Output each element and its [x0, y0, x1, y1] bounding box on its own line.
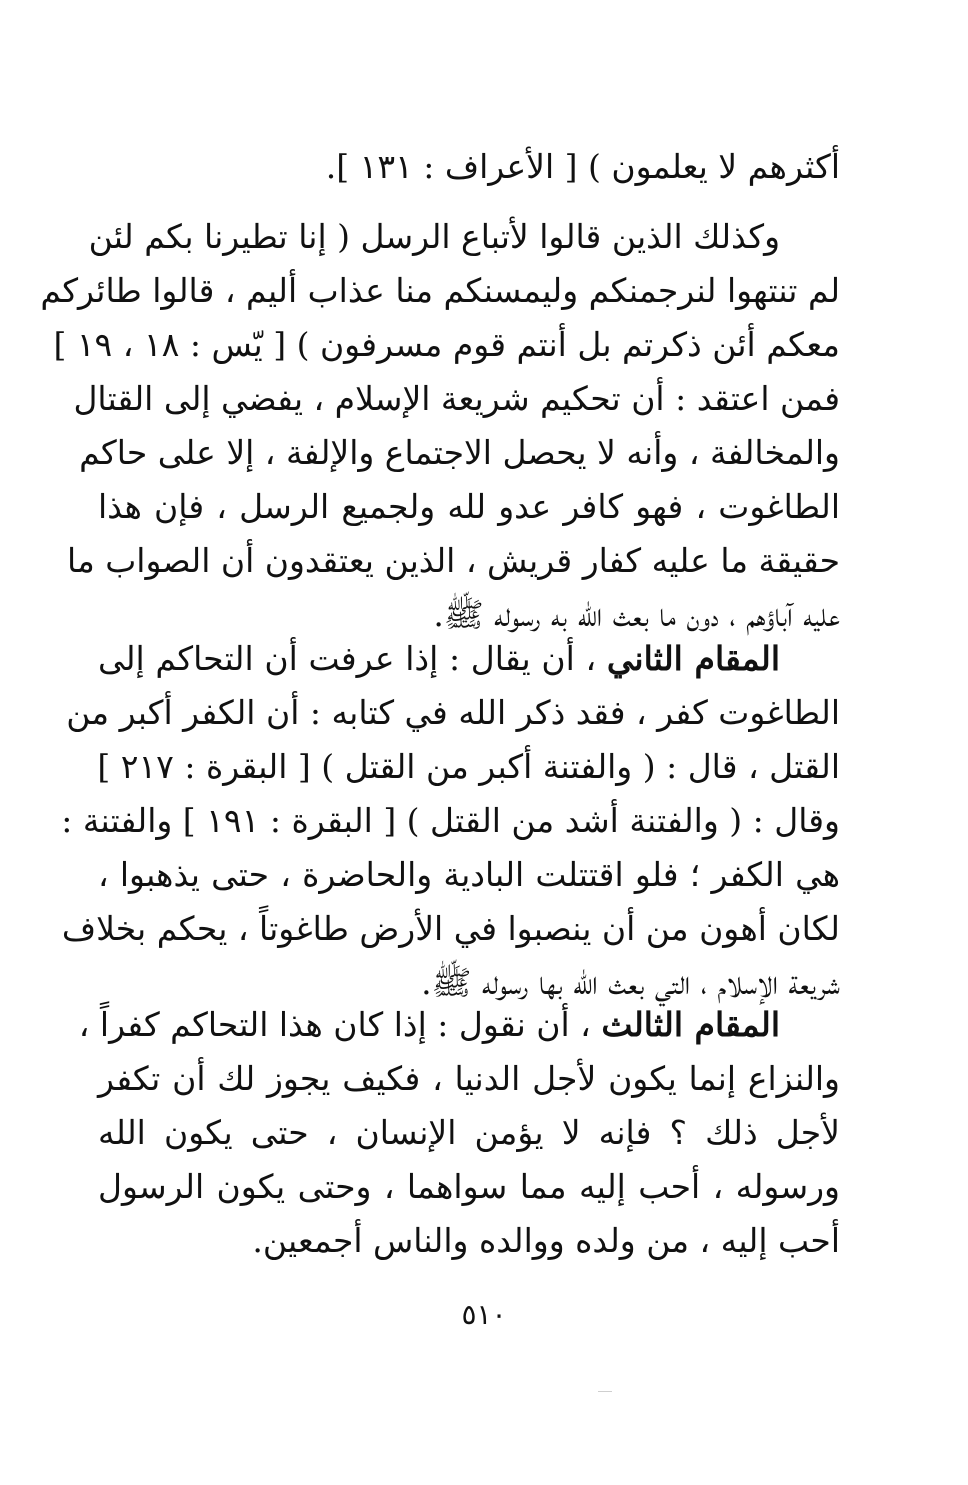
text-line: القتل ، قال : ( والفتنة أكبر من القتل ) [ البقرة : ٢١٧ ] [97, 747, 840, 786]
text-line: أحب إليه ، من ولده ووالده والناس أجمعين. [252, 1221, 840, 1260]
text-line: والنزاع إنما يكون لأجل الدنيا ، فكيف يجوز لك أن تكفر [98, 1059, 840, 1098]
page-number: ٥١٠ [461, 1298, 507, 1331]
text-run: ، أن نقول : إذا كان هذا التحاكم كفراً ، [78, 1005, 591, 1044]
paragraph-3 [61, 632, 840, 1010]
text-line: حقيقة ما عليه كفار قريش ، الذين يعتقدون أن الصواب ما [67, 541, 840, 580]
paragraph-2 [40, 210, 840, 642]
text-line: الطاغوت كفر ، فقد ذكر الله في كتابه : أن الكفر أكبر من [66, 693, 840, 732]
text-line: وقال : ( والفتنة أشد من القتل ) [ البقرة : ١٩١ ] والفتنة : [61, 801, 840, 840]
text-line: ورسوله ، أحب إليه مما سواهما ، وحتى يكون الرسول [98, 1167, 840, 1206]
text-line: أكثرهم لا يعلمون ) [ الأعراف : ١٣١ ]. [325, 147, 840, 186]
text-line: فمن اعتقد : أن تحكيم شريعة الإسلام ، يفضي إلى القتال [73, 379, 840, 418]
scan-speck [598, 1391, 612, 1392]
text-line: معكم أئن ذكرتم بل أنتم قوم مسرفون ) [ يّس : ١٨ ، ١٩ ] [53, 325, 840, 364]
text-line: هي الكفر ؛ فلو اقتتلت البادية والحاضرة ، حتى يذهبوا ، [98, 855, 840, 894]
paragraph-1 [98, 140, 840, 194]
text-line: لكان أهون من أن ينصبوا في الأرض طاغوتاً ، يحكم بخلاف [61, 909, 840, 948]
section-heading: المقام الثاني [606, 639, 781, 678]
text-line: شريعة الإسلام ، التي بعث الله بها رسوله ﷺ. [421, 963, 840, 1002]
text-line [98, 632, 840, 686]
text-line: لم تنتهوا لنرجمنكم وليمسنكم منا عذاب أليم ، قالوا طائركم [40, 271, 840, 310]
section-heading: المقام الثالث [601, 1005, 780, 1044]
text-line: وكذلك الذين قالوا لأتباع الرسل ( إنا تطيرنا بكم لئن [88, 217, 780, 256]
text-line: لأجل ذلك ؟ فإنه لا يؤمن الإنسان ، حتى يكون الله [98, 1113, 840, 1152]
text-line: عليه آباؤهم ، دون ما بعث الله به رسوله ﷺ. [433, 595, 840, 634]
paragraph-4 [78, 998, 840, 1268]
text-line: الطاغوت ، فهو كافر عدو لله ولجميع الرسل ، فإن هذا [98, 487, 840, 526]
text-line: والمخالفة ، وأنه لا يحصل الاجتماع والإلفة ، إلا على حاكم [79, 433, 840, 472]
text-line [78, 998, 840, 1052]
text-run: ، أن يقال : إذا عرفت أن التحاكم إلى [98, 639, 597, 678]
